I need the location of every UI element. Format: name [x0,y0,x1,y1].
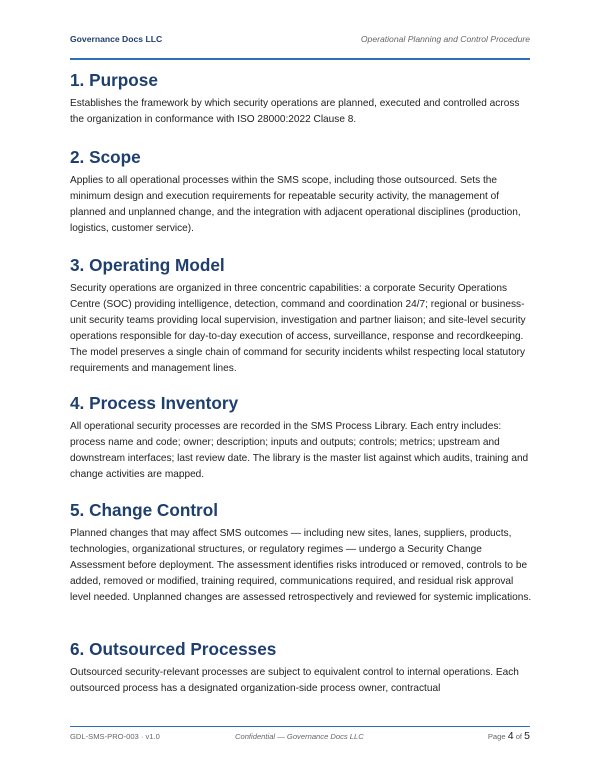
section-text: Security operations are organized in three concentric capabilities: a corporate Security Operations Centre (SOC) providing intelligence, detection, command and coordination 24/7; regional or business-unit security teams providing local supervision, investigation and partner liaison; and site-level security operations responsible for day-to-day execution of access, surveillance, response and recordkeeping. The model preserves a single chain of command for security incidents whilst respecting local statutory requirements and management lines. [70,283,526,374]
confidentiality-notice: Confidential — Governance Docs LLC [235,732,364,741]
document-title: Operational Planning and Control Procedure [360,34,530,44]
section-heading: 2. Scope [70,147,141,167]
section-heading: 5. Change Control [70,500,219,520]
page-number [488,730,530,742]
section-outsourced-processes [70,639,533,697]
section-process-inventory [70,393,533,483]
page-of: of [515,732,523,741]
section-heading: 3. Operating Model [70,255,225,275]
section-text: Outsourced security-relevant processes are subject to equivalent control to internal operations. Each outsourced process has a designated organization-side process owner, contractual [70,667,519,694]
page-word: Page [487,732,506,741]
section-text: Applies to all operational processes within the SMS scope, including those outsourced. Sets the minimum design and execution requirements for repeatable security activity, the management of planned and unplanned change, and the integration with adjacent operational disciplines (production, logistics, customer service). [70,175,521,234]
section-text: Establishes the framework by which security operations are planned, executed and controlled across the organization in conformance with ISO 28000:2022 Clause 8. [70,98,520,125]
section-heading: 1. Purpose [70,70,158,90]
total-pages: 5 [524,730,530,742]
page-header [70,34,530,60]
section-purpose [70,70,533,128]
section-scope [70,147,533,237]
section-text: Planned changes that may affect SMS outcomes — including new sites, lanes, suppliers, products, technologies, organizational structures, or regulatory regimes — undergo a Security Change Assessment before deployment. The assessment identifies risks introduced or removed, controls to be added, removed or modified, training required, communications required, and residual risk approval level needed. Unplanned changes are assessed retrospectively and reviewed for systemic implications. [70,528,532,603]
section-heading: 6. Outsourced Processes [70,639,277,659]
section-change-control [70,500,533,606]
company-name: Governance Docs LLC [70,34,163,44]
document-code: GDL-SMS-PRO-003 · v1.0 [70,732,160,741]
section-text: All operational security processes are recorded in the SMS Process Library. Each entry includes: process name and code; owner; description; inputs and outputs; controls; metrics; upstream and downstream interfaces; last review date. The library is the master list against which audits, training and change activities are mapped. [70,421,529,480]
page-footer [70,726,530,749]
section-operating-model [70,255,533,377]
current-page: 4 [507,730,514,742]
section-heading: 4. Process Inventory [70,393,239,413]
